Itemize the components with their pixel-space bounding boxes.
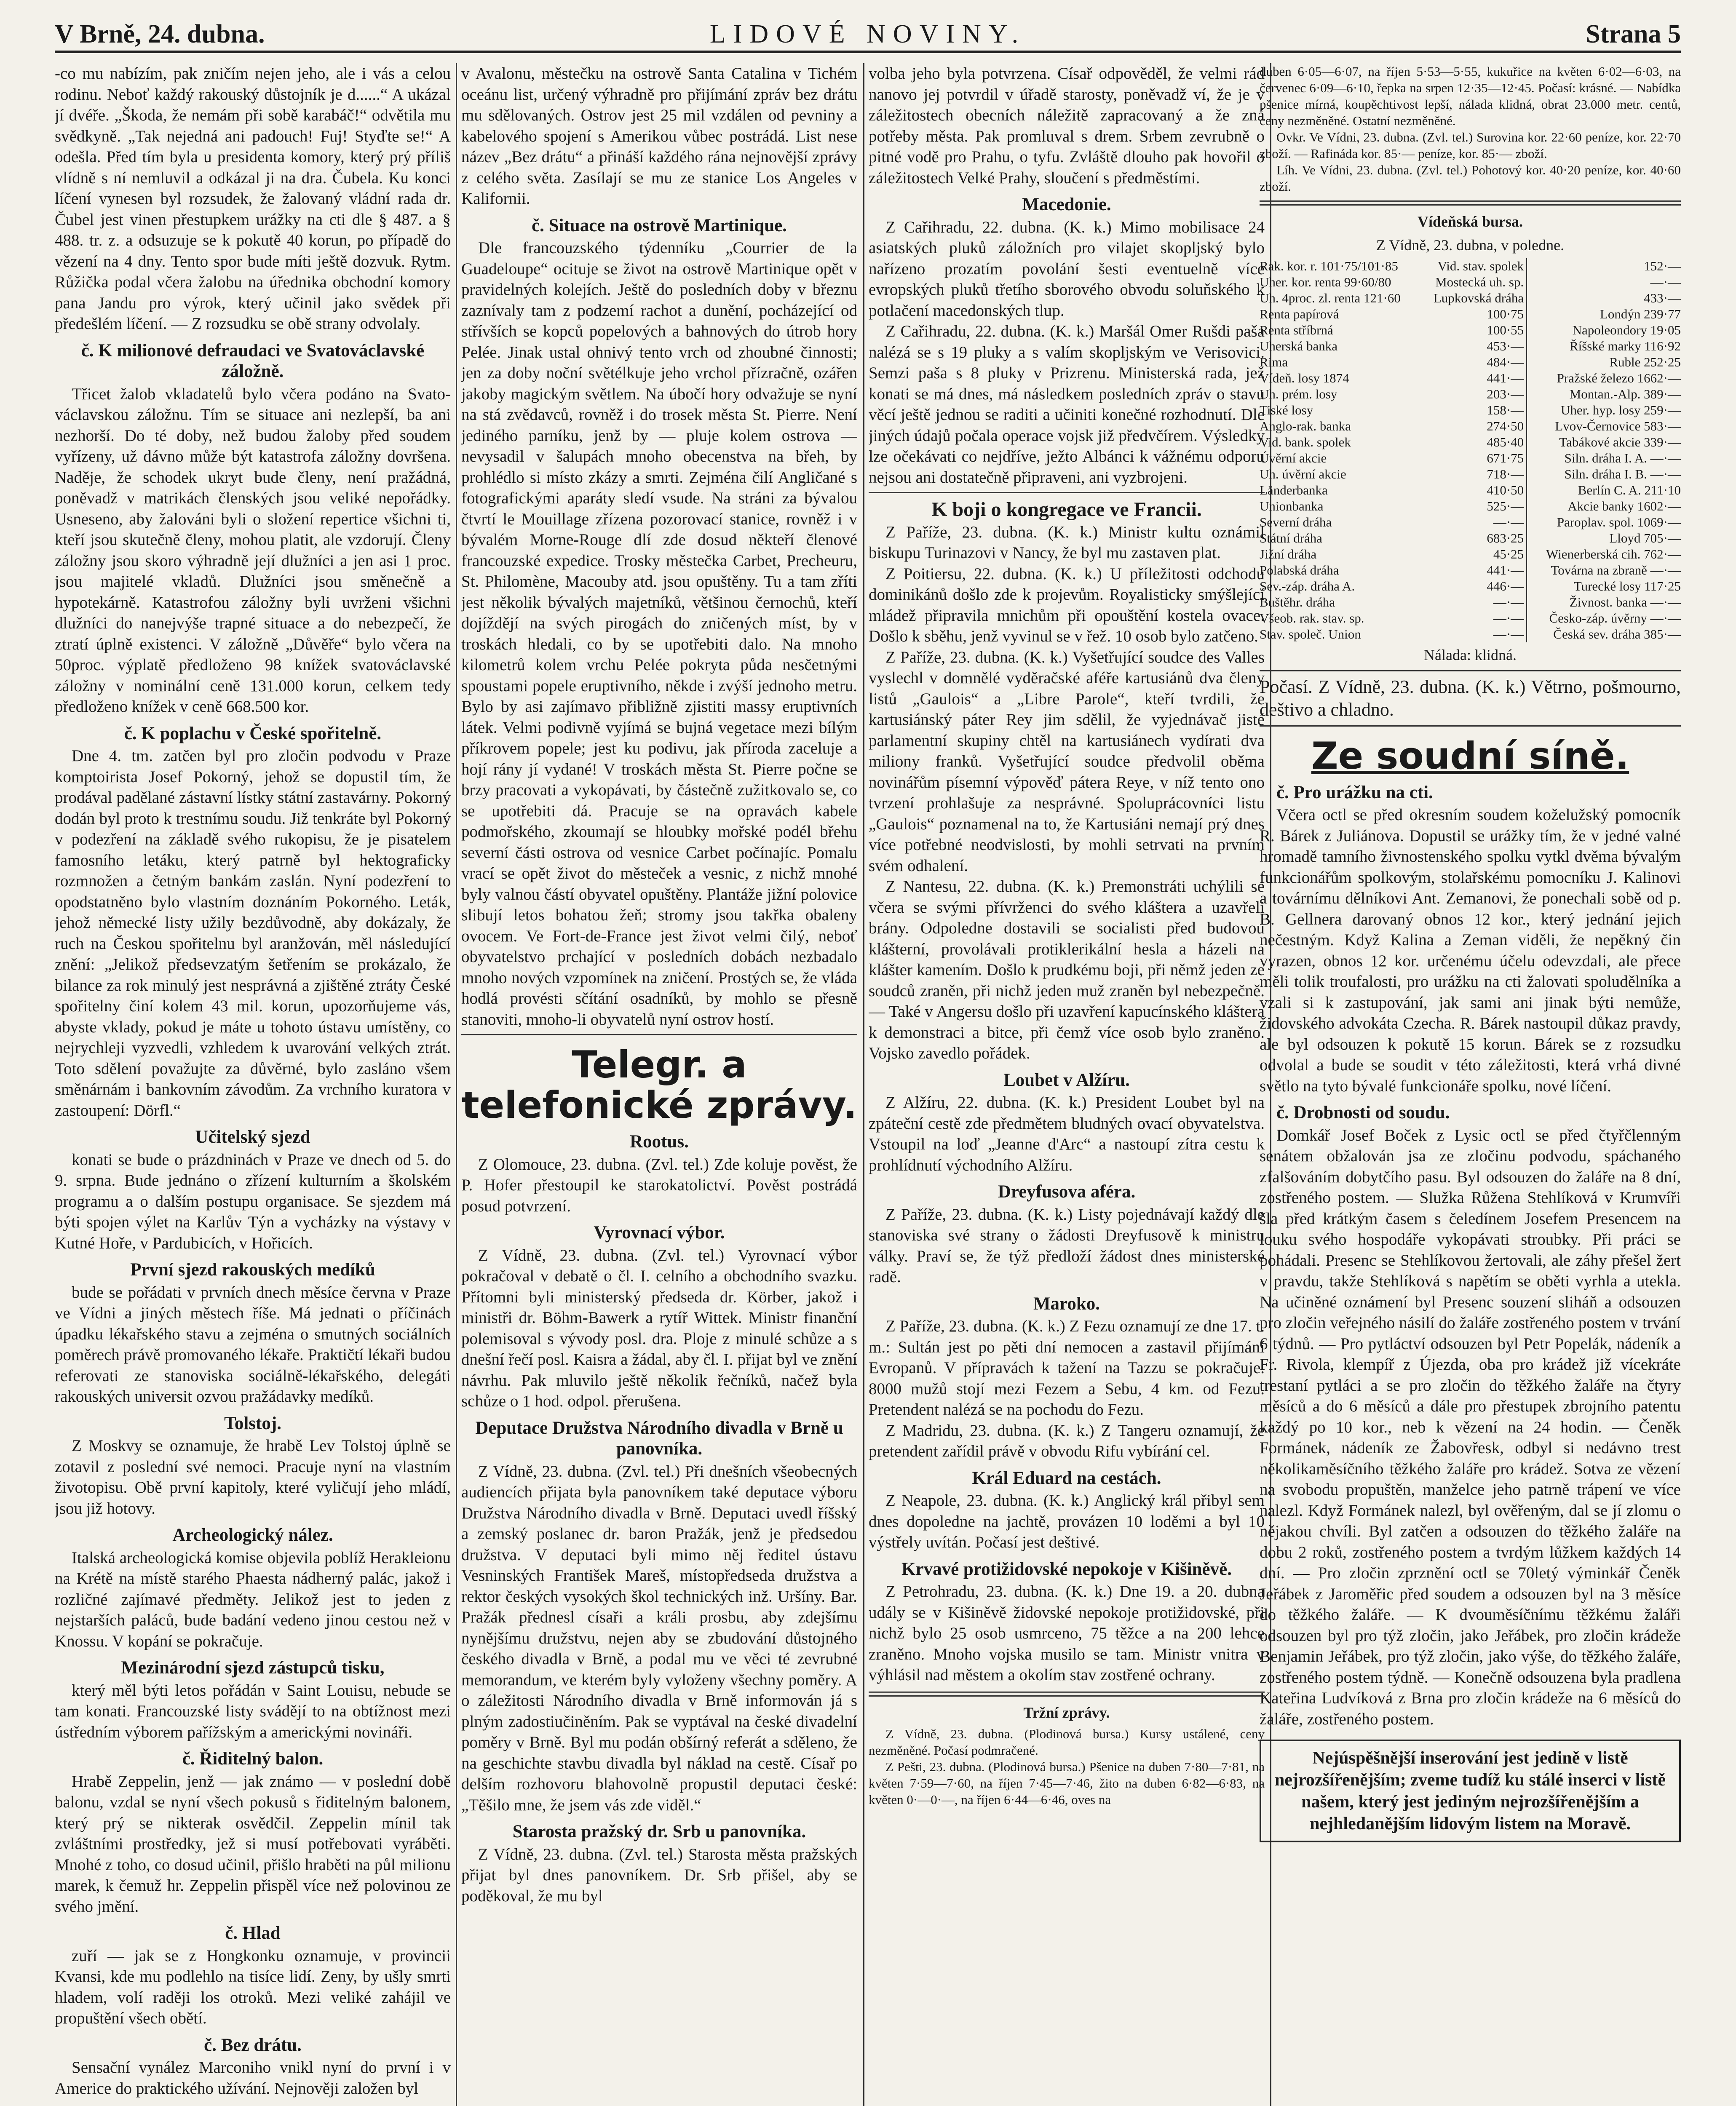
bourse-row (1260, 354, 1681, 370)
article-text: Z Cařihradu, 22. dubna. (K. k.) Mimo mobilisace 24 asiatských pluků záložních pro vilajet skopljský bylo nařízeno prozatím povolání šesti eventuelně více evropských pluků třetího sborového obvodu soluňského k potlačení macedonských tlup. (869, 218, 1265, 320)
bourse-cell: —·— (1650, 275, 1681, 289)
bourse-cell: Buštěhr. dráha (1260, 595, 1335, 609)
article-heading: Loubet v Alžíru. (1003, 1070, 1130, 1090)
bourse-cell: 274·50 (1420, 418, 1527, 434)
bourse-row (1260, 546, 1681, 562)
market-text: Líh. Ve Vídni, 23. dubna. (Zvl. tel.) Pohotový kor. 40·20 peníze, kor. 40·60 zboží. (1260, 163, 1681, 194)
bourse-cell: Paroplav. spol. 1069·— (1557, 515, 1681, 529)
bourse-row (1260, 306, 1681, 322)
section-divider (869, 492, 1265, 493)
bourse-cell: Stav. společ. Union (1260, 627, 1361, 641)
article-heading: č. Hlad (225, 1923, 281, 1943)
bourse-cell: 203·— (1420, 386, 1527, 402)
article-heading: č. Bez drátu. (204, 2035, 302, 2055)
bourse-row (1260, 610, 1681, 626)
bourse-cell: Renta papírová (1260, 307, 1339, 321)
bourse-cell: —·— (1420, 594, 1527, 610)
bourse-cell: Státní dráha (1260, 531, 1322, 545)
column-4 (1260, 63, 1681, 2106)
bourse-cell: Siln. dráha I. B. —·— (1564, 467, 1681, 481)
bourse-cell: —·— (1420, 626, 1527, 642)
article-text: v Avalonu, městečku na ostrově Santa Catalina v Tichém oceánu list, určený výhradně pro přijímání zpráv bez drátu mu sdělovaných. Ostrov jest 25 mil vzdálen od pevniny a kabelového spojení s Amerikou vůbec postrádá. List nese název „Bez drátu“ a přináší každého rána nejnovější zprávy z celého světa. Zasílají se mu ze stanice Los Angeles v Kalifornii. (461, 64, 857, 208)
bourse-cell: 453·— (1420, 338, 1527, 354)
bourse-row (1260, 274, 1681, 290)
market-news-title: Tržní zprávy. (1023, 1704, 1110, 1721)
bourse-row (1260, 450, 1681, 466)
article-heading: Starosta pražský dr. Srb u panovníka. (512, 1822, 806, 1841)
bourse-cell: 683·25 (1420, 530, 1527, 546)
article-text: Z Poitiersu, 22. dubna. (K. k.) U příležitosti odchodu dominikánů došlo zde k projevům. Royalisticky smýšlející mládež připravila mnichům při opouštění kostela ovace. Došlo k sběhu, jenž vyvinul se v řež. 10 osob bylo zatčeno. (869, 564, 1265, 645)
article-heading: č. Pro urážku na cti. (1276, 782, 1433, 802)
page-number: Strana 5 (1586, 20, 1681, 48)
article-text: konati se bude o prázdninách v Praze ve dnech od 5. do 9. srpna. Bude jednáno o zřízení kulturním a školském programu a o dalším postupu organisace. Se sjezdem má býti spojen výlet na Karlův Týn a vycházky na výstavy v Kutné Hoře, v Pardubicích, v Hořicích. (55, 1150, 451, 1252)
bourse-cell: 433·— (1644, 291, 1681, 305)
article-heading: Učitelský sjezd (195, 1127, 310, 1147)
bourse-cell: Všeob. rak. stav. sp. (1260, 611, 1364, 625)
article-heading: č. Řiditelný balon. (182, 1749, 324, 1769)
bourse-cell: Lupkovská dráha (1420, 290, 1527, 306)
bourse-cell: Živnost. banka —·— (1569, 595, 1681, 609)
bourse-cell: Anglo-rak. banka (1260, 419, 1351, 433)
bourse-row (1260, 290, 1681, 306)
article-text: Z Vídně, 23. dubna. (Zvl. tel.) Vyrovnací výbor pokračoval v debatě o čl. I. celního a obchodního svazku. Přítomni byli ministerský předseda dr. Körber, jakož i ministři dr. Böhm-Bawerk a rytíř Wittek. Ministr finanční polemisoval s vývody posl. dra. Ploje z minulé schůze a s dnešní řečí posl. Kaisra a žádal, aby čl. I. přijat byl ve znění návrhu. Pak mluvilo ještě několik řečníků, načež byla schůze o 1 hod. odpol. přerušena. (461, 1246, 857, 1410)
bourse-cell: Jižní dráha (1260, 547, 1317, 561)
bourse-cell: Rak. kor. r. 101·75/101·85 (1260, 259, 1398, 273)
bourse-cell: Vid. bank. spolek (1260, 435, 1351, 449)
article-heading: Vyrovnací výbor. (594, 1223, 725, 1243)
article-text: Z Alžíru, 22. dubna. (K. k.) President Loubet byl na zpáteční cestě zde předmětem bludných ovací obyvatelstva. Vstoupil na loď „Jeanne d'Arc“ a nastoupí zítra cestu k prohlídnutí východního Alžíru. (869, 1093, 1265, 1174)
article-text: volba jeho byla potvrzena. Císař odpověděl, že velmi rád nanovo jej potvrdil v úřadě starosty, poněvadž ví, že je v záležitostech obecních náležitě zapracovaný a že zná potřeby města. Pak promluval s drem. Srbem zevrubně o pitné vodě pro Prahu, o tyfu. Zvláště dlouho pak hovořil o záležitostech Velké Prahy, sloučení s předměstími. (869, 64, 1265, 187)
article-heading: Macedonie. (1022, 195, 1111, 214)
article-heading: Deputace Družstva Národního divadla v Brně u panovníka. (475, 1418, 843, 1459)
bourse-row (1260, 530, 1681, 546)
bourse-cell: Mostecká uh. sp. (1420, 274, 1527, 290)
bourse-row (1260, 258, 1681, 274)
bourse-cell: Polabská dráha (1260, 563, 1339, 577)
bourse-cell: Lvov-Černovice 583·— (1555, 419, 1681, 433)
bourse-cell: Vid. stav. spolek (1420, 258, 1527, 274)
section-title-telegrams: Telegr. a telefonické zprávy. (461, 1043, 857, 1127)
bourse-cell: 152·— (1644, 259, 1681, 273)
article-heading: č. K poplachu v České spořitelně. (124, 723, 382, 743)
article-text: -co mu nabízím, pak zničím nejen jeho, ale i vás a celou rodinu. Neboť každý rakouský důstojník je d......“ A ukázal jí dvéře. „Škoda, že nemám při sobě karabáč!“ odvětila mu svědkyně. „Tak nejedná ani padouch! Fuj! Styďte se!“ A odešla. Před tím byla u presidenta komory, který prý příliš vlídně s ní nemluvil a odkázal ji na dra. Čubela. Ku konci líčení vynesen byl rozsudek, že žalovaný vládní rada dr. Čubel jest vinen přestupkem urážky na cti dle § 487. a § 488. tr. z. a odsuzuje se k pokutě 40 korun, po případě do vězení na 4 dny. Tento spor bude míti ještě dozvuk. Rytm. Růžička podal včera žalobu na úřednika obchodní komory pana Jandu pro výrok, který učinil jako svědek při předešlém líčení. — Z rozsudku se obě strany odvolaly. (55, 64, 451, 333)
bourse-cell: 158·— (1420, 402, 1527, 418)
article-text: Dle francouzského týdenníku „Courrier de la Guadeloupe“ ocituje se život na ostrově Martinique opět v pravidelných kolejích. Ještě do posledních doby v březnu zaznívaly tam z podzemí rachot a dunění, pocházející od střívších se kopců popelových a bahnových do útrob hory Pelée. Jinak ustal ohnivý tento vrch od zhoubné činnosti; jen za doby noční světélkuje jeho vrchol přízračně, ozářen jakoby magickým světlem. Na úbočí hory odvažuje se nyní na stá zvědavců, rovněž i do trosek města St. Pierre. Není jediného parníku, jenž by — pluje kolem ostrova — nevysadil v šalupách mnoho obecenstva na břeh, by prohlédlo si místo zkázy a smrti. Zejména čilí Angličané s fotografickými aparáty sledí vsude. Na stráni za bývalou čtvrtí le Mouillage zřízena pozorovací stanice, rovněž i v bývalém Morne-Rouge dlí zde dosud někteří členové francouzské expedice. Trosky městečka Carbet, Precheuru, St. Philomène, Macouby atd. jsou opuštěny. Tu a tam zříti jest několik bývalých majetníků, většinou černochů, kteří dojíždějí na svých pirogách do zničených míst, by v troskách hledali, co by se upotřebiti dalo. Na mnoho kilometrů kolem vrchu Pelée pokryta půda nesčetnými spoustami popele eruptivního, někde i zvýší jednoho metru. Bylo by asi zajímavo přibližně zjistiti massy eruptivních látek. Velmi podivně vyjímá se bujná vegetace mezi bílým příkrovem popele; jest ku podivu, jak příroda zaceluje a hojí rány jí vydané! V troskách města St. Pierre počne se brzy pracovati a vykopávati, by částečně zužitkovalo se, co se upotřebiti dá. Pracuje se na opravách kabele podmořského, zkoumají se hloubky mořské podél břehu severní části ostrova od vesnice Carbet počínajíc. Pomalu vrací se opět život do městeček a vesnic, z nichž mnohé byly valnou částí obyvatel opuštěny. Plantáže jižní polovice slibují letos bohatou žeň; stromy jsou takřka obaleny ovocem. Ve Fort-de-France jest život velmi čilý, neboť obyvatelstvo prchající v posledních dobách nezbadalo mnoho nových vzpomínek na zničení. Prostých se, že vláda hodlá provésti sčítání osadníků, by mohlo se přesně stanoviti, mnoho-li obyvatelů nyní ostrov hostí. (461, 239, 857, 1029)
bourse-cell: Říšské marky 116·92 (1569, 339, 1681, 353)
bourse-row (1260, 626, 1681, 642)
bourse-cell: Berlín C. A. 211·10 (1578, 483, 1681, 497)
bourse-cell: Turecké losy 117·25 (1573, 579, 1681, 593)
bourse-row (1260, 594, 1681, 610)
article-heading: K boji o kongregace ve Francii. (931, 498, 1202, 521)
article-heading: Král Eduard na cestách. (972, 1468, 1161, 1488)
bourse-cell: 718·— (1420, 466, 1527, 482)
bourse-cell: Unionbanka (1260, 499, 1324, 513)
article-text: Z Paříže, 23. dubna. (K. k.) Z Fezu oznamují ze dne 17. t. m.: Sultán jest po pěti dní nemocen a zastavil přijímání Evropanů. V přípravách k tažení na Tazzu se pokračuje. 8000 mužů stojí mezi Fezem a Sebu, 4 km. od Fezu. Pretendent nalézá se na pochodu do Fezu. (869, 1317, 1265, 1419)
article-text: Z Paříže, 23. dubna. (K. k.) Vyšetřující soudce des Valles vyslechl v domnělé vyděračské aféře kartusiánů dva členy listů „Gaulois“ a „Libre Parole“, kteří tvrdili, že kartusiánský páter Rey jim sdělil, že vyjednávač jisté parlamentní skupiny chtěl na kartusiánech vydírati dva miliony franků. Vyšetřující soudce předvolil oběma novinářům písemní výpověď pátera Reye, v níž tento ono tvrzení prohlašuje za nesprávné. Spoluprácovníci listu „Gaulois“ poznamenal na to, že Kartusiáni nemají prý dnes více potřebné neodvislosti, by mohli setrvati na prvním svém odhalení. (869, 648, 1265, 875)
article-text: Dne 4. tm. zatčen byl pro zločin podvodu v Praze komptoirista Josef Pokorný, jehož se dopustil tím, že prodával padělané zástavní lístky státní zastavárny. Pokorný dodán byl proto k trestnímu soudu. Již tenkráte byl Pokorný v podezření na základě svého rukopisu, že je pisatelem famosního letáku, který patrně byl hektograficky rozmnožen a četným bankám zaslán. Nyní podezření to opodstatněno bylo vlastním doznáním Pokorného. Leták, jehož německé listy užily bezdůvodně, aby dokázaly, že ruch na Českou spořitelnu byl aranžován, měl následující znění: „Jelikož předsevzatým šetřením se prokázalo, že bilance za rok minulý jest nesprávná a zjištěné ztráty České spořitelny činí kolem 43 mil. korun, upozorňujeme vás, abyste vklady, pokud je máte u tohoto ústavu umístěny, co nejrychleji vyzvedli, vzhledem k uvarování velkých ztrát. Toto sdělení považujte za důvěrné, bylo zasláno všem směnárnám i bankovním závodům. Za vrchního kuratora v zastoupení: Dörfl.“ (55, 747, 451, 1120)
article-text: Z Paříže, 23. dubna. (K. k.) Listy pojednávají každý dle stanoviska své strany o žádosti Dreyfusově k ministru války. Praví se, že týž předloží žádost dnes ministerské radě. (869, 1205, 1265, 1286)
bourse-row (1260, 370, 1681, 386)
article-text: Z Neapole, 23. dubna. (K. k.) Anglický král přibyl sem dnes dopoledne na jachtě, provázen 10 loděmi a byl 10 výstřely uvítán. Počasí jest deštivé. (869, 1491, 1265, 1551)
bourse-cell: Uher. hyp. losy 259·— (1560, 403, 1681, 417)
article-heading: Tolstoj. (224, 1413, 281, 1433)
bourse-row (1260, 402, 1681, 418)
article-heading: Krvavé protižidovské nepokoje v Kišiněvě. (901, 1559, 1232, 1579)
article-text: Včera octl se před okresním soudem koželužský pomocník R. Bárek z Juliánova. Dopustil se urážky tím, že v jedné valné hromadě tamního živnostenského spolku vytkl dvěma bývalým funkcionářům spolkovým, stolařskému pomocníku J. Kalinovi a továrnímu dělníkovi Ant. Zemanovi, že ponechali sobě od p. B. Gellnera darovaný obnos 12 kor., který jednání jejich nečestným. Když Kalina a Zeman viděli, že nepěkný čin vyrazen, obnos 12 kor. určenému účelu odevzdali, ale přece měli tolik troufalosti, pro urážku na cti žalovati spoludělníka a vzali si k zastupování, jak sami ani jinak býti nemůže, židovského advokáta Czecha. R. Bárek nastoupil důkaz pravdy, ale byl odsouzen k pokutě 15 korun. Bárek se z rozsudku odvolal a bude se soudit v této záležitosti, která vrhá divné světlo na tyto bývalé funkcionáře spolku, nové líčení. (1260, 806, 1681, 1095)
bourse-cell: Tiské losy (1260, 403, 1313, 417)
column-2 (461, 63, 857, 2106)
bourse-subtitle: Z Vídně, 23. dubna, v poledne. (1376, 236, 1565, 254)
column-rule (863, 63, 864, 2106)
article-text: který měl býti letos pořádán v Saint Louisu, nebude se tam konati. Francouzské listy svádějí to na obtížnost mezi ústředním výborem pařížským a americkými novináři. (55, 1681, 451, 1741)
bourse-row (1260, 418, 1681, 434)
bourse-cell: —·— (1420, 514, 1527, 530)
article-heading: První sjezd rakouských medíků (130, 1260, 375, 1280)
section-divider (1260, 200, 1681, 206)
section-divider (869, 1692, 1265, 1697)
bourse-cell: Sev.-záp. dráha A. (1260, 579, 1355, 593)
article-heading: č. K milionové defraudaci ve Svatováclavské záložně. (81, 340, 425, 381)
bourse-cell: Wienerberská cih. 762·— (1546, 547, 1681, 561)
masthead-title: LIDOVÉ NOVINY. (709, 20, 1026, 48)
article-heading: Archeologický nález. (172, 1525, 333, 1545)
bourse-cell: 485·40 (1420, 434, 1527, 450)
bourse-row (1260, 578, 1681, 594)
bourse-row (1260, 434, 1681, 450)
bourse-cell: 441·— (1420, 562, 1527, 578)
bourse-cell: Londýn 239·77 (1600, 307, 1681, 321)
bourse-row (1260, 338, 1681, 354)
market-text: Z Vídně, 23. dubna. (Plodinová bursa.) Kursy ustálené, ceny nezměněné. Počasí podmračené. (869, 1726, 1265, 1758)
bourse-row (1260, 466, 1681, 482)
bourse-cell: Severní dráha (1260, 515, 1332, 529)
article-text: Z Cařihradu, 22. dubna. (K. k.) Maršál Omer Rušdi paša nalézá se s 19 pluky a s valím skopljským ve Verisovici. Semzi paša s 8 pluky v Prizrenu. Ministerská rada, jež konati se má dnes, má následkem posledních zpráv o stavu věcí ještě jednou se raditi a učiniti konečné rozhodnutí. Dle jiných údajů počala operace vojsk již předvčírem. Výsledky lze očekávati co nejdříve, ježto Albánci k vážnému odporu nejsou ani dostatečně připraveni, ani vyzbrojeni. (869, 322, 1265, 486)
bourse-cell: 100·55 (1420, 322, 1527, 338)
header-date: V Brně, 24. dubna. (55, 20, 265, 48)
article-text: Z Olomouce, 23. dubna. (Zvl. tel.) Zde koluje pověst, že P. Hofer přestoupil ke starokatolictví. Pověst postrádá posud potvrzení. (461, 1155, 857, 1215)
bourse-cell: Ruble 252·25 (1609, 355, 1681, 369)
article-heading: Dreyfusova aféra. (998, 1182, 1136, 1202)
bourse-mood: Nálada: klidná. (1424, 647, 1517, 663)
bourse-cell: Akcie banky 1602·— (1567, 499, 1681, 513)
column-3 (869, 63, 1265, 2106)
bourse-cell: Uh. 4proc. zl. renta 121·60 (1260, 291, 1401, 305)
bourse-cell: Montan.-Alp. 389·— (1569, 387, 1681, 401)
article-text: Z Vídně, 23. dubna. (Zvl. tel.) Starosta města pražských přijat byl dnes panovníkem. Dr. Srb přišel, aby se poděkoval, že mu byl (461, 1845, 857, 1905)
section-divider (1260, 670, 1681, 671)
article-text: bude se pořádati v prvních dnech měsíce června v Praze ve Vídni a jiných městech říše. Má jednati o příčinách úpadku lékařského stavu a zejména o smutných sociálních poměrech právě promovaného lékaře. Praktičtí lékaři budou referovati ze stanoviska sociálně-lékařského, delegáti rakouských universit ozvou pražádavky medíků. (55, 1283, 451, 1406)
bourse-row (1260, 386, 1681, 402)
article-text: Hrabě Zeppelin, jenž — jak známo — v poslední době balonu, vzdal se nyní všech pokusů s řiditelným balonem, který prý se nikterak osvědčil. Zeppelin mínil tak zvláštními prostředky, jež si musí potřebovati vyráběti. Mnohé z toho, co dosud učinil, přišlo hraběti na půl milionu marek, k čemuž hr. Zeppelin přispěl více než polovinou ze svého jmění. (55, 1772, 451, 1916)
bourse-table (1260, 258, 1681, 642)
bourse-cell: Tabákové akcie 339·— (1559, 435, 1681, 449)
article-heading: Rootus. (630, 1132, 689, 1152)
bourse-cell: Pražské železo 1662·— (1557, 371, 1681, 385)
market-text: Ovkr. Ve Vídni, 23. dubna. (Zvl. tel.) Surovina kor. 22·60 peníze, kor. 22·70 zboží. — Rafináda kor. 85·— peníze, kor. 85·— zboží. (1260, 130, 1681, 161)
article-text: Sensační vynález Marconiho vnikl nyní do první i v Americe do praktického užívání. Nejnověji založen byl (55, 2058, 451, 2098)
bourse-cell: Rima (1260, 355, 1288, 369)
section-title-court: Ze soudní síně. (1311, 734, 1629, 778)
bourse-cell: Uh. úvěrní akcie (1260, 467, 1346, 481)
article-text: Třicet žalob vkladatelů bylo včera podáno na Svato-václavskou záložnu. Tím se situace ani nezlepší, ba ani nezhorší. Do té doby, než budou žaloby před soudem vyřízeny, už dávno může být katastrofa záložny dovršena. Naděje, že schodek ukryt bude členy, není pražádná, poněvadž v matrikách členských jsou veliké nepořádky. Usneseno, aby žalováni byli o složení repertice všichni ti, kteří jsou skutečně členy, mohou platit, ale vzdorují. Členy záložny jsou skoro výhradně její dlužníci a jen asi 1 proc. jsou majitelé vkladů. Dlužníci jsou směnečně a hypotekárně. Katastrofou záložny byli uvrženi všichni dlužníci do nanejvýše trapné situace a do nebezpečí, že ztratí úplně existenci. V záložně „Důvěře“ bylo včera na 50proc. výplatě předloženo 98 knížek svatováclavské záložny v nominální ceně 131.000 korun, celkem tedy předloženo knížek v ceně 668.500 kor. (55, 385, 451, 716)
article-text: Z Vídně, 23. dubna. (Zvl. tel.) Při dnešních všeobecných audiencích přijata byla panovníkem také deputace výboru Družstva Národního divadla v Brně. Deputaci uvedl říšský a zemský poslanec dr. baron Pražák, jenž je předsedou družstva. V deputaci byli mimo něj ředitel ústavu Vesninských František Mareš, místopředseda družstva a rektor českých vysokých škol technických inž. Uršíny. Bar. Pražák přednesl císaři a králi prosbu, aby zdejšímu nynějšímu družstvu, nejen aby se zbudování důstojného českého divadla v Brně, a podal mu ve věci té zevrubné memorandum, ve kterém byly vyloženy všechny poměry. A o záležitosti Národního divadla v Brně informován já s plným zadostiučiněním. Pak se vyptával na české divadelní poměry v Brně. Byl mu podán obšírný referát a sděleno, že na geschichte stavbu divadla byl náklad na cestě. Císař po delším rozhovoru blahovolně propustil deputaci české: „Těšilo mne, že jsem vás zde viděl.“ (461, 1462, 857, 1814)
article-text: Z Nantesu, 22. dubna. (K. k.) Premonstráti uchýlili se včera se svými přívrženci do svého kláštera a uzavřeli brány. Odpoledne dostavili se socialisti před budovou klášterní, provolávali protiklerikální hesla a házeli na klášter kamením. Došlo k prudkému boji, při němž jeden ze soudců zraněn, při nichž jeden muž zraněn byl nebezpečně. — Také v Angersu došlo při uzavření kapucínského kláštera k demonstraci a bitce, při čemž více osob bylo zraněno. Vojsko zavedlo pořádek. (869, 877, 1265, 1062)
article-text: Z Petrohradu, 23. dubna. (K. k.) Dne 19. a 20. dubna udály se v Kišiněvě židovské nepokoje protižidovské, při nichž bylo 25 osob usmrceno, 75 těžce a na 200 lehce zraněno. Mnoho vojska musilo se tam. Ministr vnitra v výhlásil nad městem a okolím stav zostřené ochrany. (869, 1582, 1265, 1684)
bourse-cell: 441·— (1420, 370, 1527, 386)
bourse-cell: 525·— (1420, 498, 1527, 514)
bourse-cell: Siln. dráha I. A. —·— (1564, 451, 1681, 465)
bourse-cell: 446·— (1420, 578, 1527, 594)
bourse-cell: Napoleondory 19·05 (1572, 323, 1681, 337)
article-text: zuří — jak se z Hongkonku oznamuje, v provincii Kvansi, kde mu podlehlo na tisíce lidí. Zeny, by ušly smrti hladem, volí raději los otroků. Mezi veliké zahájil ve propuštění všech obětí. (55, 1946, 451, 2027)
market-text: duben 6·05—6·07, na říjen 5·53—5·55, kukuřice na květen 6·02—6·03, na červenec 6·09—6·10, řepka na srpen 12·35—12·45. Počasí: krásné. — Nabídka pšenice mírná, koupěchtivost lepší, nálada klidná, obrat 23.000 metr. centů, ceny nezměněné. Ostatní nezměněné. (1260, 64, 1681, 128)
page-header (55, 17, 1681, 53)
article-text: Domkář Josef Boček z Lysic octl se před čtyřčlenným senátem obžalován jsa ze zločinu podvodu, spáchaného zfalšováním dobytčího pasu. Byl odsouzen do žaláře na 8 dní, zostřeného postem. — Služka Růžena Stehlíková v Krumvíři šla před krátkým časem s čeledínem Josefem Presencem na louku svého hospodáře vykopávati stroubky. Při práci se pohádali. Presenc se Stehlíkovou žertovali, ale záhy přešel žert v pravdu, takže Stehlíková s napětím se oběti vyrhla a utekla. Na učiněné oznámení byl Presenc souzení sliháň a odsouzen pro zločin veřejného násilí do žaláře zostřeného postem v trvání 6 týdnů. — Pro pytláctví odsouzen byl Petr Popelák, nádeník a Fr. Rivola, klempíř z Újezda, oba pro krádež již vícekráte trestaní pytláci a se pro zločin do těžkého žaláře na čtyry měsíců a do 6 měsíců a dále pro přestupek zbrojního patentu každý po 10 kor., neb k vězení na 24 hodin. — Čeněk Formánek, nádeník ze Žabovřesk, odbyl si nedávno trest několikaměsíčního těžkého žaláře pro krádež. Sotva ze vězení na svobodu propuštěn, manželce jeho patrně trápení ve více nalezl. Když Formánek nalezl, byl ověřeným, dal se jí zlomu o nějakou chvíli. Byl zatčen a odsouzen do těžkého žaláře na dobu 2 roků, zostřeného postem a tvrdým lůžkem každých 14 dní. — Pro zločin zprznění octl se 70letý výminkář Čeněk Jeřábek z Jaroměřic před soudem a odsouzen byl na 3 měsíce do těžkého žaláře. — K dvouměsíčnímu těžkému žaláři odsouzen byl pro týž zločin, jako Jeřábek, pro zločin krádeže Benjamin Jeřábek, pro týž zločin, jako výše, do těžkého žaláře, zostřeného postem týdně. — Konečně odsouzena byla pradlena Kateřina Ludvíková z Brna pro zločin krádeže na 6 měsíců do žaláře, zostřeného postem. (1260, 1126, 1681, 1728)
column-rule (456, 63, 457, 2106)
weather-report: Počasí. Z Vídně, 23. dubna. (K. k.) Větrno, pošmourno, deštivo a chladno. (1260, 676, 1681, 720)
bourse-cell: 45·25 (1420, 546, 1527, 562)
market-text: Z Pešti, 23. dubna. (Plodinová bursa.) Pšenice na duben 7·80—7·81, na květen 7·59—7·60, na říjen 7·45—7·46, žito na duben 6·82—6·83, na květen 0·—0·—, na říjen 6·44—6·46, oves na (869, 1759, 1265, 1807)
column-1 (55, 63, 451, 2106)
bourse-cell: 100·75 (1420, 306, 1527, 322)
bourse-cell: Česká sev. dráha 385·— (1553, 627, 1681, 641)
bourse-row (1260, 562, 1681, 578)
article-heading: č. Drobnosti od soudu. (1276, 1103, 1450, 1122)
bourse-cell: 671·75 (1420, 450, 1527, 466)
article-heading: Maroko. (1033, 1294, 1100, 1314)
bourse-cell: 410·50 (1420, 482, 1527, 498)
bourse-row (1260, 322, 1681, 338)
bourse-cell: Lloyd 705·— (1609, 531, 1681, 545)
article-heading: Mezinárodní sjezd zástupců tisku, (121, 1658, 385, 1678)
article-text: Z Madridu, 23. dubna. (K. k.) Z Tangeru oznamují, že pretendent zařídil právě v obvodu Rifu vybírání cel. (869, 1421, 1265, 1460)
article-text: Z Moskvy se oznamuje, že hrabě Lev Tolstoj úplně se zotavil z poslední své nemoci. Pracuje nyní na vlastním životopisu. Obě první kapitoly, které vyličují jeho mládí, jsou již hotovy. (55, 1437, 451, 1518)
article-text: Italská archeologická komise objevila poblíž Herakleionu na Krétě na místě starého Phaesta nádherný palác, jakož i rozličné zajímavé předměty. Jelikož jest to jeden z nejstarších paláců, bude badání vedeno jinou cestou než v Knossu. V kopání se pokračuje. (55, 1548, 451, 1650)
advertisement-box: Nejúspěšnější inserování jest jedině v listě nejrozšířenějším; zveme tudíž ku stálé inserci v listě našem, který jest jediným nejrozšířenějším a nejhledanějším lidovým listem na Moravě. (1260, 1740, 1681, 1842)
section-divider (461, 1034, 857, 1035)
bourse-cell: Úvěrní akcie (1260, 451, 1327, 465)
section-divider (1260, 725, 1681, 727)
bourse-cell: Česko-záp. úvěrny —·— (1549, 611, 1681, 625)
bourse-cell: Továrna na zbraně —·— (1551, 563, 1681, 577)
bourse-cell: Renta stříbrná (1260, 323, 1333, 337)
article-text: Z Paříže, 23. dubna. (K. k.) Ministr kultu oznámil biskupu Turinazovi v Nancy, že byl mu zastaven plat. (869, 523, 1265, 562)
bourse-cell: Uher. kor. renta 99·60/80 (1260, 275, 1391, 289)
bourse-cell: Länderbanka (1260, 483, 1328, 497)
article-heading: č. Situace na ostrově Martinique. (532, 215, 787, 235)
bourse-cell: —·— (1420, 610, 1527, 626)
bourse-row (1260, 498, 1681, 514)
bourse-title: Vídeňská bursa. (1417, 213, 1523, 230)
bourse-cell: Uh. prém. losy (1260, 387, 1337, 401)
bourse-row (1260, 482, 1681, 498)
bourse-cell: Uherská banka (1260, 339, 1338, 353)
bourse-cell: Vídeň. losy 1874 (1260, 371, 1349, 385)
bourse-cell: 484·— (1420, 354, 1527, 370)
bourse-row (1260, 514, 1681, 530)
